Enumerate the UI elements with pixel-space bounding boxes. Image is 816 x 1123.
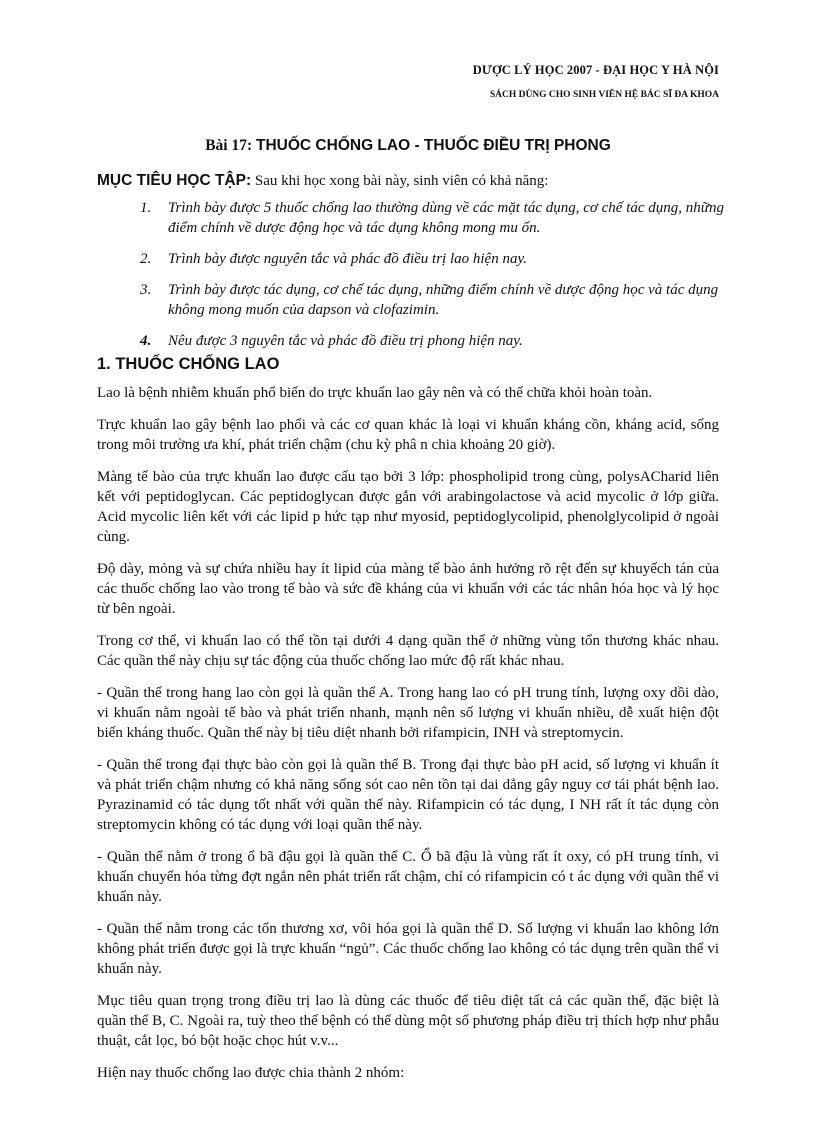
objectives-intro <box>97 172 548 190</box>
header-book-title: DƯỢC LÝ HỌC 2007 - ĐẠI HỌC Y HÀ NỘI <box>472 63 719 77</box>
objective-number: 4. <box>140 333 152 349</box>
objective-number: 2. <box>140 251 152 267</box>
paragraph: Trực khuẩn lao gây bệnh lao phổi và các cơ quan khác là loại vi khuẩn kháng cồn, kháng acid, sống trong môi trường ưa khí, phát triển chậm (chu kỳ phâ n chia khoảng 20 giờ). <box>97 417 719 453</box>
objective-item <box>140 331 730 351</box>
objective-text: Trình bày được nguyên tắc và phác đồ điều trị lao hiện nay. <box>168 251 528 267</box>
objective-number: 1. <box>140 200 152 216</box>
paragraph: - Quần thể nằm ở trong ổ bã đậu gọi là quần thể C. Ổ bã đậu là vùng rất ít oxy, có pH trung tính, vi khuẩn chuyển hóa từng đợt ngắn nên phát triển rất chậm, chỉ có rifampicin có t ác dụng với quần thể vi khuẩn này. <box>97 849 719 905</box>
objective-item <box>140 249 730 269</box>
section-body <box>97 383 719 1095</box>
objective-item <box>140 280 730 320</box>
objective-number: 3. <box>140 282 152 298</box>
paragraph: - Quần thể trong đại thực bào còn gọi là quần thể B. Trong đại thực bào pH acid, số lượng vi khuẩn ít và phát triển chậm nhưng có khả năng sống sót cao nên tồn tại dai dẳng gây nguy cơ tái phát bệnh lao. Pyrazinamid có tác dụng tốt nhất với quần thể này. Rifampicin có tác dụng, I NH rất ít tác dụng còn streptomycin không có tác dụng với loại quần thể này. <box>97 757 719 833</box>
paragraph: - Quần thể trong hang lao còn gọi là quần thể A. Trong hang lao có pH trung tính, lượng oxy dồi dào, vi khuẩn nằm ngoài tế bào và phát triển nhanh, mạnh nên số lượng vi khuẩn nhiều, dễ xuất hiện đột biến kháng thuốc. Quần thể này bị tiêu diệt nhanh bởi rifampicin, INH và streptomycin. <box>97 685 719 741</box>
objectives-label: MỤC TIÊU HỌC TẬP: <box>97 172 252 189</box>
objective-text: Nêu được 3 nguyên tắc và phác đồ điều trị phong hiện nay. <box>168 333 523 349</box>
objectives-intro-text: Sau khi học xong bài này, sinh viên có khả năng: <box>254 173 549 189</box>
paragraph: Độ dày, mỏng và sự chứa nhiều hay ít lipid của màng tế bào ảnh hưởng rõ rệt đến sự khuyếch tán của các thuốc chống lao vào trong tế bào và sức đề kháng của vi khuẩn với các tác nhân hóa học và lý học từ bên ngoài. <box>97 561 719 617</box>
paragraph: Lao là bệnh nhiễm khuẩn phổ biến do trực khuẩn lao gây nên và có thể chữa khỏi hoàn toàn. <box>97 385 653 401</box>
paragraph: Mục tiêu quan trọng trong điều trị lao là dùng các thuốc để tiêu diệt tất cả các quần thể, đặc biệt là quần thể B, C. Ngoài ra, tuỳ theo thể bệnh có thể dùng một số phương pháp điều trị thích hợp như phẫu thuật, cắt lọc, bó bột hoặc chọc hút v.v... <box>97 993 719 1049</box>
lesson-title <box>0 137 816 155</box>
lesson-number: Bài 17: <box>205 137 253 154</box>
objective-item <box>140 198 730 238</box>
lesson-title-text: THUỐC CHỐNG LAO - THUỐC ĐIỀU TRỊ PHONG <box>256 137 611 154</box>
paragraph: - Quần thể nằm trong các tổn thương xơ, vôi hóa gọi là quần thể D. Số lượng vi khuẩn lao không lớn không phát triển được gọi là trực khuẩn “ngủ”. Các thuốc chống lao không có tác dụng trên quần thể vi khuẩn này. <box>97 921 719 977</box>
objective-text: Trình bày được 5 thuốc chống lao thường dùng về các mặt tác dụng, cơ chế tác dụng, những điểm chính về dược động học và tác dụng không mong mu ốn. <box>168 200 724 236</box>
objectives-list <box>140 198 730 362</box>
section-heading: 1. THUỐC CHỐNG LAO <box>97 355 280 373</box>
paragraph: Màng tế bào của trực khuẩn lao được cấu tạo bởi 3 lớp: phospholipid trong cùng, polysACharid liên kết với peptidoglycan. Các peptidoglycan được gắn với arabingolactose và acid mycolic ở lớp giữa. Acid mycolic liên kết với các lipid p hức tạp như myosid, peptidoglycolipid, phenolglycolipid ở ngoài cùng. <box>97 469 719 545</box>
paragraph: Hiện nay thuốc chống lao được chia thành 2 nhóm: <box>97 1065 405 1081</box>
paragraph: Trong cơ thể, vi khuẩn lao có thể tồn tại dưới 4 dạng quần thể ở những vùng tổn thương khác nhau. Các quần thể này chịu sự tác động của thuốc chống lao mức độ rất khác nhau. <box>97 633 719 669</box>
objective-text: Trình bày được tác dụng, cơ chế tác dụng, những điểm chính về dược động học và tác dụng không mong muốn của dapson và clofazimin. <box>168 282 719 318</box>
header-audience: SÁCH DÙNG CHO SINH VIÊN HỆ BÁC SĨ ĐA KHOA <box>489 90 719 100</box>
